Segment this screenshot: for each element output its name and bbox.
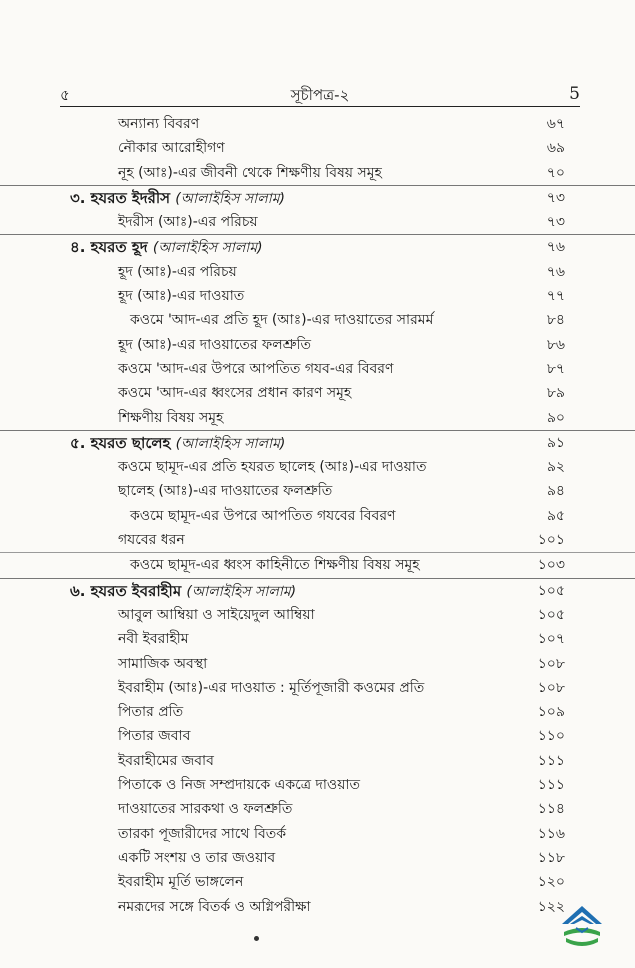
toc-entry-row — [0, 479, 635, 503]
toc-entry-row — [0, 627, 635, 651]
chapter-title — [70, 431, 285, 456]
entry-title — [118, 260, 237, 284]
entry-title — [118, 846, 275, 870]
title-text: কওমে 'আদ-এর ধ্বংসের প্রধান কারণ সমূহ — [118, 385, 352, 402]
toc-entry-row — [0, 112, 635, 136]
toc-entry-row — [0, 846, 635, 870]
toc-entry-row — [0, 724, 635, 748]
title-text: ৫. হযরত ছালেহ — [70, 433, 171, 452]
title-text: ৩. হযরত ইদরীস — [70, 188, 171, 207]
title-text: পিতার প্রতি — [118, 704, 184, 721]
page-number: ১০১ — [537, 532, 565, 549]
entry-title — [118, 652, 207, 676]
title-text: পিতার জবাব — [118, 728, 191, 745]
entry-title — [118, 136, 225, 160]
title-text: আবুল আম্বিয়া ও সাইয়েদুল আম্বিয়া — [118, 606, 315, 623]
page-number: ৭৭ — [546, 288, 565, 305]
title-text: ইবরাহীমের জবাব — [118, 752, 214, 769]
page-number: ১২০ — [537, 874, 565, 891]
page-number: ৭৬ — [546, 263, 565, 280]
page-number: ৭০ — [546, 164, 565, 181]
page-number: ১১৪ — [537, 801, 565, 818]
title-text: পিতাকে ও নিজ সম্প্রদায়কে একত্রে দাওয়াত — [118, 777, 361, 794]
title-text: তারকা পূজারীদের সাথে বিতর্ক — [118, 825, 287, 842]
toc-entry-row — [0, 333, 635, 357]
toc-entry-row — [0, 381, 635, 405]
entry-title — [118, 627, 189, 651]
toc-entry-row — [0, 676, 635, 700]
title-text: কওমে 'আদ-এর উপরে আপতিত গযব-এর বিবরণ — [118, 360, 394, 377]
page-number: ৮৪ — [546, 312, 565, 329]
entry-title — [118, 700, 183, 724]
chapter-title — [70, 186, 285, 211]
toc-entry-row — [0, 895, 635, 919]
entry-title — [118, 749, 214, 773]
entry-title — [118, 357, 393, 381]
entry-title — [130, 504, 396, 528]
title-text: অন্যান্য বিবরণ — [118, 116, 200, 132]
toc-entry-row — [0, 553, 635, 577]
entry-title — [118, 870, 243, 894]
entry-title — [118, 676, 424, 700]
entry-title — [118, 797, 292, 821]
footer-dot — [254, 936, 259, 941]
page-number: ৮৯ — [546, 385, 565, 402]
entry-title — [118, 406, 223, 430]
page-number: ৯৪ — [546, 483, 565, 500]
title-text: ৬. হযরত ইবরাহীম — [70, 581, 182, 600]
toc-entry-row — [0, 455, 635, 479]
toc-entry-row — [0, 357, 635, 381]
entry-title — [118, 381, 351, 405]
toc-entry-row — [0, 210, 635, 234]
page-number: ১১৮ — [537, 849, 565, 866]
page-number: ৯৫ — [546, 507, 565, 524]
page-number: ১১১ — [537, 752, 565, 769]
page-number: ১১৬ — [537, 825, 565, 842]
entry-title — [118, 822, 286, 846]
title-text: হূদ (আঃ)-এর দাওয়াতের ফলশ্রুতি — [118, 336, 311, 353]
page-number: ১১০ — [537, 728, 565, 745]
entry-title — [130, 308, 433, 332]
title-text: হূদ (আঃ)-এর পরিচয় — [118, 263, 237, 280]
toc-entry-row — [0, 528, 635, 553]
entry-title — [118, 773, 360, 797]
title-text: কওমে 'আদ-এর প্রতি হূদ (আঃ)-এর দাওয়াতের সারমর্ম — [130, 312, 434, 329]
title-text: নবী ইবরাহীম — [118, 631, 189, 648]
toc-entry-row — [0, 773, 635, 797]
page-number: ১০৯ — [537, 704, 565, 721]
entry-title — [118, 333, 311, 357]
page-number: ১০৮ — [537, 679, 565, 696]
page-number: ১০৮ — [537, 655, 565, 672]
title-text: একটি সংশয় ও তার জওয়াব — [118, 849, 276, 866]
entry-title — [118, 895, 311, 919]
title-text: কওমে ছামূদ-এর ধ্বংস কাহিনীতে শিক্ষণীয় বিষয় সমূহ — [130, 557, 420, 574]
chapter-title — [70, 579, 296, 604]
chapter-subtitle: (আলাইহিস সালাম) — [175, 190, 285, 207]
entry-title — [118, 112, 199, 136]
toc-entry-row — [0, 700, 635, 724]
entry-title — [130, 553, 420, 577]
entry-title — [118, 161, 382, 185]
toc-entry-row — [0, 308, 635, 332]
toc-entry-row — [0, 284, 635, 308]
title-text: সামাজিক অবস্থা — [118, 655, 208, 672]
page-number: ৬৭ — [546, 116, 565, 132]
entry-title — [118, 455, 426, 479]
title-text: ইবরাহীম মূর্তি ভাঙ্গলেন — [118, 874, 244, 891]
chapter-title — [70, 235, 263, 260]
page-number: ৯২ — [546, 459, 565, 476]
page-number: ৭৩ — [546, 214, 565, 231]
page-number: ১২২ — [537, 898, 565, 915]
title-text: দাওয়াতের সারকথা ও ফলশ্রুতি — [118, 801, 293, 818]
page-number: ৬৯ — [546, 140, 565, 157]
page-number: ৯০ — [546, 409, 565, 426]
toc-chapter-row — [0, 185, 635, 210]
toc-entry-row — [0, 260, 635, 284]
chapter-subtitle: (আলাইহিস সালাম) — [175, 435, 286, 452]
entry-title — [118, 479, 332, 503]
title-text: ইদরীস (আঃ)-এর পরিচয় — [118, 214, 258, 231]
title-text: নমরূদের সঙ্গে বিতর্ক ও অগ্নিপরীক্ষা — [118, 898, 311, 915]
toc-chapter-row — [0, 578, 635, 603]
chapter-subtitle: (আলাইহিস সালাম) — [152, 240, 263, 257]
entry-title — [118, 210, 258, 234]
toc-chapter-row — [0, 234, 635, 259]
table-of-contents — [0, 112, 635, 919]
book-logo-icon — [556, 902, 608, 950]
header-title: সূচীপত্র-২ — [290, 86, 350, 104]
toc-chapter-row — [0, 430, 635, 455]
entry-title — [118, 528, 185, 552]
page-number: ১১১ — [537, 777, 565, 794]
title-text: হূদ (আঃ)-এর দাওয়াত — [118, 288, 245, 305]
title-text: ছালেহ (আঃ)-এর দাওয়াতের ফলশ্রুতি — [118, 483, 333, 500]
page-header — [60, 82, 580, 107]
toc-entry-row — [0, 822, 635, 846]
page-number: ৮৬ — [546, 336, 565, 353]
page-number: ১০৩ — [537, 557, 565, 574]
title-text: গযবের ধরন — [118, 532, 185, 549]
page-number: ১০৫ — [537, 582, 565, 599]
page-number: ৭৩ — [546, 189, 565, 206]
page-number: ৭৬ — [546, 239, 565, 256]
toc-entry-row — [0, 136, 635, 160]
toc-entry-row — [0, 870, 635, 894]
toc-entry-row — [0, 161, 635, 185]
title-text: শিক্ষণীয় বিষয় সমূহ — [118, 409, 224, 426]
header-page-number-bn: ৫ — [60, 86, 70, 104]
page-number: ৮৭ — [546, 360, 565, 377]
title-text: ইবরাহীম (আঃ)-এর দাওয়াত : মূর্তিপূজারী কওমের প্রতি — [118, 679, 425, 696]
entry-title — [118, 284, 244, 308]
header-page-number: 5 — [569, 84, 580, 104]
title-text: কওমে ছামূদ-এর প্রতি হযরত ছালেহ (আঃ)-এর দাওয়াত — [118, 459, 427, 476]
page-number: ১০৭ — [537, 631, 565, 648]
toc-entry-row — [0, 504, 635, 528]
title-text: নূহ (আঃ)-এর জীবনী থেকে শিক্ষণীয় বিষয় সমূহ — [118, 164, 382, 181]
toc-entry-row — [0, 749, 635, 773]
page-number: ৯১ — [546, 434, 565, 451]
toc-entry-row — [0, 652, 635, 676]
title-text: কওমে ছামূদ-এর উপরে আপতিত গযবের বিবরণ — [130, 507, 396, 524]
entry-title — [118, 603, 315, 627]
toc-entry-row — [0, 603, 635, 627]
title-text: নৌকার আরোহীগণ — [118, 140, 225, 157]
toc-entry-row — [0, 797, 635, 821]
entry-title — [118, 724, 190, 748]
toc-entry-row — [0, 406, 635, 430]
page-number: ১০৫ — [537, 606, 565, 623]
title-text: ৪. হযরত হূদ — [70, 238, 148, 257]
chapter-subtitle: (আলাইহিস সালাম) — [186, 583, 297, 600]
